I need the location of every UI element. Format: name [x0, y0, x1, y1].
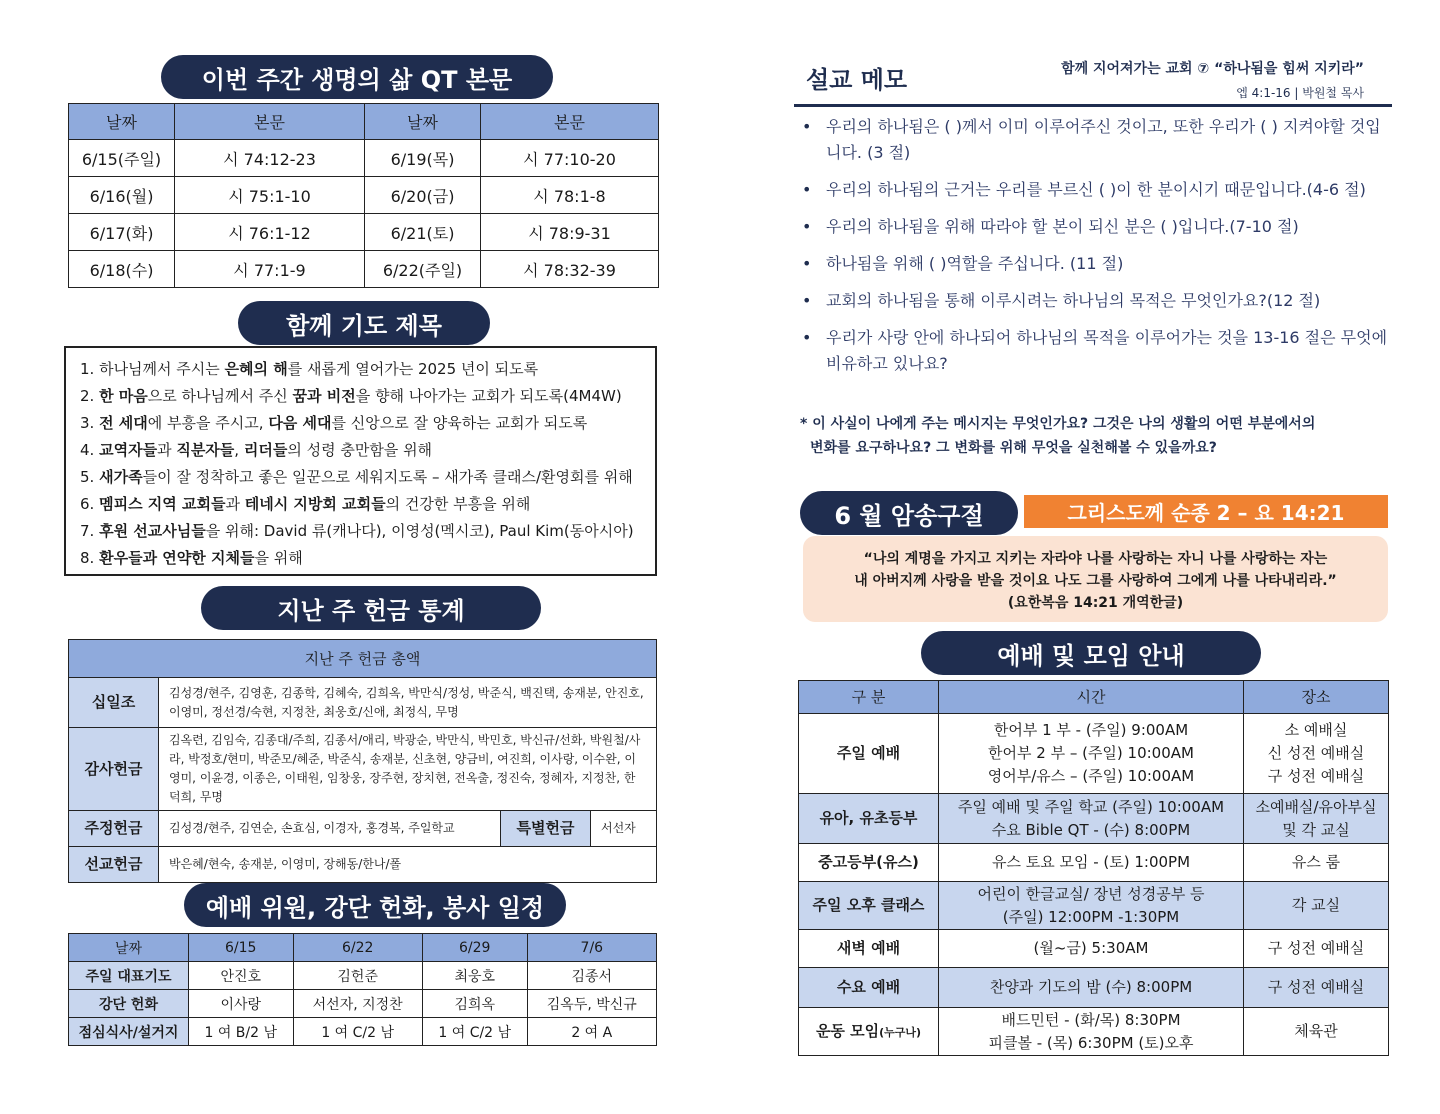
table-row [799, 930, 1389, 968]
worship-time-line: (주일) 12:00PM -1:30PM [1002, 907, 1180, 926]
memo-divider [794, 104, 1392, 107]
prayer-item [80, 545, 641, 572]
duty-cell: 김헌준 [293, 962, 422, 990]
prayer-text: 으로 하나님께서 주신 [147, 387, 293, 405]
worship-place [1244, 882, 1389, 930]
duty-cell: 2 여 A [527, 1018, 656, 1046]
prayer-text: 를 신앙으로 잘 양육하는 교회가 되도록 [331, 414, 588, 432]
worship-place-line: 구 성전 예배실 [1267, 939, 1365, 957]
tithe-label: 십일조 [69, 678, 159, 728]
mission-names: 박은혜/현숙, 송재분, 이영미, 장해동/한나/폴 [159, 847, 657, 883]
table-row [69, 1018, 657, 1046]
duty-row-label: 강단 헌화 [69, 990, 189, 1018]
duty-header: 6/15 [189, 934, 294, 962]
prayer-text: 에 부흥을 주시고, [147, 414, 269, 432]
prayer-emphasis: 테네시 지방회 교회들 [244, 495, 386, 513]
table-row [69, 811, 657, 847]
verse-citation: (요한복음 14:21 개역한글) [1007, 595, 1184, 611]
worship-place [1244, 930, 1389, 968]
worship-place-line: 및 각 교실 [1282, 820, 1350, 839]
prayer-text: , [234, 441, 244, 459]
memo-bullets [800, 114, 1390, 388]
table-row [799, 968, 1389, 1008]
duty-cell: 최웅호 [422, 962, 527, 990]
worship-place-line: 구 성전 예배실 [1267, 767, 1365, 785]
worship-place-line: 소예배실/유아부실 [1255, 797, 1377, 816]
qt-cell: 6/22(주일) [365, 251, 481, 288]
worship-label: 주일 예배 [799, 714, 939, 794]
prayer-emphasis: 새가족 [99, 468, 143, 486]
qt-cell: 시 77:1-9 [175, 251, 365, 288]
list-item: • 교회의 하나됨을 통해 이루시려는 하나님의 목적은 무엇인가요?(12 절) [800, 288, 1390, 314]
worship-time [939, 844, 1244, 882]
qt-cell: 시 77:10-20 [481, 140, 659, 177]
worship-time-line: 한어부 2 부 – (주일) 10:00AM [988, 744, 1194, 762]
designated-label: 주정헌금 [69, 811, 159, 847]
offering-header: 지난 주 헌금 총액 [69, 640, 657, 678]
worship-time-line: 배드민턴 - (화/목) 8:30PM [1001, 1010, 1181, 1029]
duty-row-label: 주일 대표기도 [69, 962, 189, 990]
list-item: • 우리가 사랑 안에 하나되어 하나님의 목적을 이루어가는 것을 13-16 절은 무엇에 비유하고 있나요? [800, 325, 1390, 377]
worship-time [939, 882, 1244, 930]
duty-header: 6/29 [422, 934, 527, 962]
prayer-emphasis: 멤피스 지역 교회들 [99, 495, 226, 513]
worship-time [939, 794, 1244, 844]
prayer-item [80, 491, 641, 518]
duty-cell: 김종서 [527, 962, 656, 990]
sermon-title: 함께 지어져가는 교회 ⑦ “하나됨을 힘써 지키라” [1061, 61, 1364, 77]
worship-label: 수요 예배 [799, 968, 939, 1008]
prayer-item [80, 410, 641, 437]
tithe-names: 김성경/현주, 김영훈, 김종학, 김혜숙, 김희옥, 박만식/정성, 박준식, 백진택, 송재분, 안진호, 이영미, 정선경/숙현, 지정찬, 최웅호/신애, 최정식, 무명 [159, 678, 657, 728]
qt-table [68, 103, 659, 288]
duty-cell: 이사랑 [189, 990, 294, 1018]
verse-line: 내 아버지께 사랑을 받을 것이요 나도 그를 사랑하여 그에게 나를 나타내리라.” [854, 573, 1337, 589]
prayer-text: 8. [80, 549, 100, 567]
worship-time-line: 수요 Bible QT - (수) 8:00PM [991, 820, 1191, 839]
duty-cell: 김희옥 [422, 990, 527, 1018]
prayer-list [64, 346, 657, 576]
prayer-text: 5. [80, 468, 100, 486]
reflection-note [800, 412, 1380, 460]
prayer-text: 4. [80, 441, 100, 459]
prayer-text: 들이 잘 정착하고 좋은 일꾼으로 세워지도록 – 새가족 클래스/환영회를 위해 [142, 468, 633, 486]
prayer-text: 2. [80, 387, 100, 405]
table-row [69, 990, 657, 1018]
table-row [799, 882, 1389, 930]
qt-cell: 6/18(수) [69, 251, 175, 288]
qt-cell: 시 76:1-12 [175, 214, 365, 251]
prayer-item [80, 437, 641, 464]
table-row [69, 728, 657, 811]
duty-header: 날짜 [69, 934, 189, 962]
prayer-emphasis: 후원 선교사님들 [99, 522, 206, 540]
qt-header: 본문 [175, 104, 365, 140]
prayer-text: 의 성령 충만함을 위해 [287, 441, 433, 459]
duty-cell: 안진호 [189, 962, 294, 990]
qt-header: 날짜 [69, 104, 175, 140]
qt-cell: 시 78:32-39 [481, 251, 659, 288]
prayer-item [80, 383, 641, 410]
worship-time [939, 968, 1244, 1008]
worship-label: 유아, 유초등부 [799, 794, 939, 844]
duty-cell: 김옥두, 박신규 [527, 990, 656, 1018]
duty-header: 6/22 [293, 934, 422, 962]
qt-cell: 6/17(화) [69, 214, 175, 251]
prayer-emphasis: 교역자들 [99, 441, 158, 459]
worship-place [1244, 844, 1389, 882]
worship-time [939, 1008, 1244, 1056]
memo-title: 설교 메모 [806, 66, 908, 94]
worship-title: 예배 및 모임 안내 [921, 631, 1261, 675]
prayer-text: 6. [80, 495, 100, 513]
qt-cell: 시 78:1-8 [481, 177, 659, 214]
note-line: * 이 사실이 나에게 주는 메시지는 무엇인가요? 그것은 나의 생활의 어떤 부분에서의 [800, 416, 1316, 432]
table-row [69, 678, 657, 728]
duty-row-label: 점심식사/설거지 [69, 1018, 189, 1046]
worship-label: 중고등부(유스) [799, 844, 939, 882]
qt-header: 날짜 [365, 104, 481, 140]
prayer-text: 를 새롭게 열어가는 2025 년이 되도록 [287, 360, 539, 378]
prayer-item [80, 464, 641, 491]
qt-cell: 6/20(금) [365, 177, 481, 214]
list-item: • 하나됨을 위해 ( )역할을 주십니다. (11 절) [800, 251, 1390, 277]
worship-place-line: 체육관 [1294, 1022, 1338, 1040]
list-item: • 우리의 하나됨을 위해 따라야 할 본이 되신 분은 ( )입니다.(7-10 절) [800, 214, 1390, 240]
prayer-emphasis: 전 세대 [99, 414, 148, 432]
verse-title: 6 월 암송구절 [800, 491, 1018, 535]
prayer-emphasis: 한 마음 [99, 387, 148, 405]
worship-place [1244, 1008, 1389, 1056]
table-row [799, 844, 1389, 882]
worship-place [1244, 968, 1389, 1008]
duty-cell: 1 여 C/2 남 [422, 1018, 527, 1046]
qt-cell: 6/21(토) [365, 214, 481, 251]
worship-place-line: 소 예배실 [1284, 721, 1348, 739]
offering-title: 지난 주 헌금 통계 [201, 586, 541, 630]
prayer-text: 과 [157, 441, 177, 459]
table-row [799, 1008, 1389, 1056]
thanks-label: 감사헌금 [69, 728, 159, 811]
worship-place-line: 신 성전 예배실 [1267, 744, 1365, 762]
duty-cell: 1 여 C/2 남 [293, 1018, 422, 1046]
table-row [799, 794, 1389, 844]
worship-time-line: (월~금) 5:30AM [1033, 939, 1149, 957]
prayer-title: 함께 기도 제목 [238, 301, 490, 345]
worship-place-line: 구 성전 예배실 [1267, 978, 1365, 996]
worship-header: 장소 [1244, 681, 1389, 714]
duty-header: 7/6 [527, 934, 656, 962]
qt-cell: 시 78:9-31 [481, 214, 659, 251]
worship-label: 주일 오후 클래스 [799, 882, 939, 930]
special-label: 특별헌금 [501, 811, 591, 847]
prayer-text: 1. 하나님께서 주시는 [80, 360, 225, 378]
worship-time-line: 유스 토요 모임 - (토) 1:00PM [991, 853, 1191, 871]
prayer-emphasis: 리더들 [243, 441, 288, 459]
duty-title: 예배 위원, 강단 헌화, 봉사 일정 [184, 883, 566, 927]
prayer-text: 3. [80, 414, 100, 432]
table-row [69, 251, 659, 288]
qt-cell: 6/15(주일) [69, 140, 175, 177]
special-names: 서선자 [591, 811, 657, 847]
worship-place [1244, 714, 1389, 794]
table-row [69, 140, 659, 177]
designated-names: 김성경/현주, 김연순, 손효심, 이경자, 홍경복, 주일학교 [159, 811, 501, 847]
worship-time-line: 한어부 1 부 - (주일) 9:00AM [993, 721, 1189, 739]
prayer-emphasis: 환우들과 연약한 지체들 [99, 549, 255, 567]
prayer-text: 7. [80, 522, 100, 540]
qt-cell: 6/16(월) [69, 177, 175, 214]
worship-header: 시간 [939, 681, 1244, 714]
table-row [69, 847, 657, 883]
worship-label: 운동 모임(누구나) [799, 1008, 939, 1056]
qt-cell: 6/19(목) [365, 140, 481, 177]
prayer-emphasis: 은혜의 해 [224, 360, 288, 378]
qt-cell: 시 74:12-23 [175, 140, 365, 177]
verse-line: “나의 계명을 가지고 지키는 자라야 나를 사랑하는 자니 나를 사랑하는 자는 [863, 551, 1328, 567]
prayer-item [80, 356, 641, 383]
prayer-emphasis: 꿈과 비전 [292, 387, 356, 405]
qt-title: 이번 주간 생명의 삶 QT 본문 [161, 55, 553, 99]
qt-cell: 시 75:1-10 [175, 177, 365, 214]
duty-cell: 서선자, 지정찬 [293, 990, 422, 1018]
list-item: • 우리의 하나됨의 근거는 우리를 부르신 ( )이 한 분이시기 때문입니다.(4-6 절) [800, 177, 1390, 203]
prayer-emphasis: 직분자들 [176, 441, 235, 459]
worship-time-line: 어린이 한글교실/ 장년 성경공부 등 [977, 884, 1205, 903]
worship-label: 새벽 예배 [799, 930, 939, 968]
mission-label: 선교헌금 [69, 847, 159, 883]
prayer-emphasis: 다음 세대 [268, 414, 332, 432]
worship-time-line: 영어부/유스 – (주일) 10:00AM [987, 767, 1195, 785]
offering-table [68, 639, 657, 883]
worship-time [939, 714, 1244, 794]
worship-time [939, 930, 1244, 968]
table-row [69, 177, 659, 214]
table-row [69, 962, 657, 990]
note-line: 변화를 요구하나요? 그 변화를 위해 무엇을 실천해볼 수 있을까요? [810, 440, 1217, 456]
prayer-text: 을 위해: David 류(캐나다), 이영성(멕시코), Paul Kim(동아시아) [205, 522, 634, 540]
worship-place-line: 유스 룸 [1291, 853, 1341, 871]
worship-place [1244, 794, 1389, 844]
duty-cell: 1 여 B/2 남 [189, 1018, 294, 1046]
verse-reference: 그리스도께 순종 2 – 요 14:21 [1024, 495, 1388, 528]
worship-header: 구 분 [799, 681, 939, 714]
list-item: • 우리의 하나됨은 ( )께서 이미 이루어주신 것이고, 또한 우리가 ( ) 지켜야할 것입니다. (3 절) [800, 114, 1390, 166]
prayer-text: 을 위해 [254, 549, 303, 567]
table-row [69, 214, 659, 251]
prayer-item [80, 518, 641, 545]
prayer-text: 의 건강한 부흥을 위해 [385, 495, 531, 513]
worship-table [798, 680, 1389, 1056]
thanks-names: 김옥련, 김임숙, 김종대/주희, 김종서/애리, 박광순, 박만식, 박민호, 박신규/선화, 박원철/사라, 박정호/현미, 박준모/혜준, 박준식, 송재분, 신초현, 양금비, 여진희, 이사랑, 이수완, 이영미, 이윤경, 이종은, 이태원, 임창웅, 장주현, 장치현, 전옥출, 정진숙, 정혜자, 지정찬, 한덕희, 무명 [159, 728, 657, 811]
worship-time-line: 피클볼 - (목) 6:30PM (토)오후 [988, 1033, 1194, 1052]
worship-place-line: 각 교실 [1291, 896, 1341, 914]
worship-time-line: 찬양과 기도의 밤 (수) 8:00PM [989, 978, 1193, 996]
sermon-subtitle: 엡 4:1-16 | 박원철 목사 [1236, 86, 1364, 100]
sermon-info [1061, 58, 1364, 101]
qt-header: 본문 [481, 104, 659, 140]
table-row [799, 714, 1389, 794]
prayer-text: 과 [225, 495, 245, 513]
worship-label-note: (누구나) [879, 1025, 922, 1039]
verse-box [803, 536, 1388, 622]
worship-time-line: 주일 예배 및 주일 학교 (주일) 10:00AM [957, 797, 1225, 816]
duty-table [68, 933, 657, 1046]
prayer-text: 을 향해 나아가는 교회가 되도록(4M4W) [355, 387, 622, 405]
